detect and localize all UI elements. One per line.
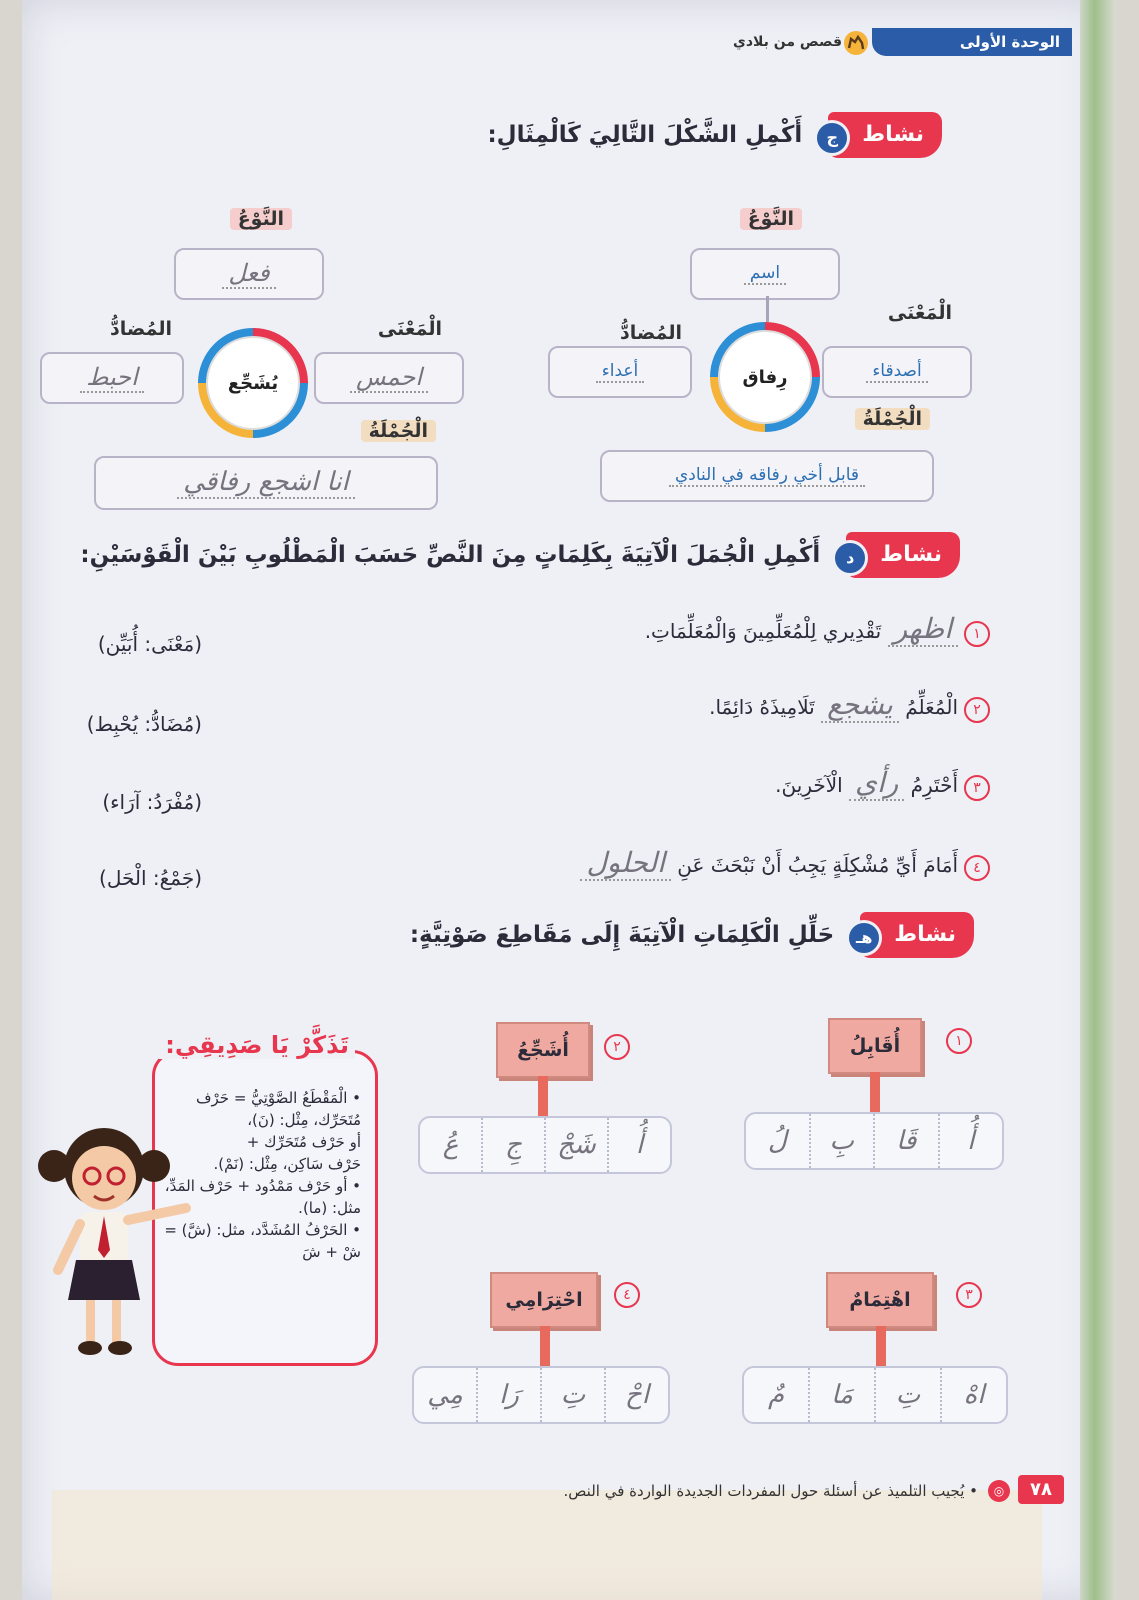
question-4 [580, 846, 990, 881]
bottom-shadow [52, 1490, 1042, 1600]
syllable-slot[interactable]: أُ [938, 1114, 1003, 1168]
type-label: النَّوْعُ [740, 208, 802, 230]
syllable-slot[interactable]: رَا [476, 1368, 540, 1422]
question-text: تَقْدِيري لِلْمُعَلِّمِينَ وَالْمُعَلِّمَاتِ. [644, 619, 882, 643]
type-box [174, 248, 324, 300]
remember-line: شْ + شَ [302, 1243, 361, 1261]
question-hint: (جَمْعُ: الْحَل) [99, 866, 202, 890]
answer-blank[interactable]: يشجع [821, 688, 899, 723]
type-box [690, 248, 840, 300]
remember-line: مُتَحَرِّك، مِثْل: (نَ)، [247, 1111, 361, 1129]
syllable-slot[interactable]: تِ [540, 1368, 604, 1422]
syllable-slot[interactable]: مَا [808, 1368, 874, 1422]
activity-tag: نشاط د [846, 532, 960, 578]
unit-topic: قصص من بلادي [733, 34, 842, 50]
activity-letter: ج [814, 120, 850, 156]
question-2 [709, 688, 990, 723]
activity-tag: نشاط ج [828, 112, 942, 158]
activity-tag: نشاط هـ [860, 912, 974, 958]
target-icon: ◎ [988, 1480, 1010, 1502]
syllable-slot[interactable]: جِ [481, 1118, 544, 1172]
question-text: الْآخَرِينَ. [775, 773, 843, 797]
activity-letter: هـ [846, 920, 882, 956]
sentence-label: الْجُمْلَةُ [855, 408, 930, 430]
syllable-boxes [742, 1366, 1008, 1424]
syllable-slot[interactable]: بِ [809, 1114, 874, 1168]
question-number: ٢ [964, 697, 990, 723]
question-text: تَلَامِيذَهُ دَائِمًا. [709, 695, 815, 719]
syllable-slot[interactable]: احْ [604, 1368, 668, 1422]
question-prefix: أَمَامَ أَيِّ مُشْكِلَةٍ يَجِبُ أَنْ نَبْحَثَ عَنِ [677, 853, 958, 877]
activity-h-header [410, 912, 974, 958]
sentence-box [94, 456, 438, 510]
meaning-box [822, 346, 972, 398]
opposite-box [40, 352, 184, 404]
type-value: فعل [222, 259, 275, 289]
remember-line: حَرْف سَاكِن، مِثْل: (نَمْ). [213, 1155, 361, 1173]
remember-line: أو حَرْف مُتَحَرِّك + [246, 1133, 361, 1151]
center-word: رِفاق [720, 332, 810, 422]
meaning-label: الْمَعْنَى [887, 302, 952, 324]
footer-note: • يُجيب التلميذ عن أسئلة حول المفردات الجديدة الواردة في النص. [563, 1482, 978, 1500]
syllable-slot[interactable]: شَجْ [544, 1118, 607, 1172]
type-value: اسم [744, 263, 786, 285]
question-prefix: أَحْتَرِمُ [910, 773, 958, 797]
meaning-box [314, 352, 464, 404]
syllable-slot[interactable]: عُ [442, 1130, 459, 1160]
answer-blank[interactable]: الحلول [580, 846, 670, 881]
page-number: ٧٨ [1018, 1475, 1064, 1504]
syllable-boxes [744, 1112, 1004, 1170]
sentence-value: انا اشجع رفاقي [177, 467, 355, 499]
syllable-slot[interactable]: اهْ [940, 1368, 1006, 1422]
opposite-value: أعداء [596, 361, 645, 383]
syllable-slot[interactable]: لُ [767, 1126, 787, 1156]
book-edge [1080, 0, 1116, 1600]
question-3 [775, 766, 990, 801]
girl-character-illustration [36, 1120, 206, 1370]
activity-title: حَلِّلِ الْكَلِمَاتِ الْآتِيَةَ إِلَى مَقَاطِعَ صَوْتِيَّةٍ: [409, 922, 835, 948]
word-sign: احْتِرَامِي [490, 1272, 598, 1328]
syllable-boxes [412, 1366, 670, 1424]
question-number: ١ [964, 621, 990, 647]
syllable-slot[interactable]: مٌ [767, 1380, 785, 1410]
opposite-box [548, 346, 692, 398]
syllable-slot[interactable]: مِي [427, 1380, 463, 1410]
unit-tag: الوحدة الأولى [872, 28, 1072, 56]
syllable-slot[interactable]: أُ [607, 1118, 670, 1172]
question-1 [645, 612, 990, 647]
meaning-value: أصدقاء [866, 361, 927, 383]
question-prefix: الْمُعَلِّمُ [905, 695, 958, 719]
question-number: ٣ [964, 775, 990, 801]
word-sign: اهْتِمَامٌ [826, 1272, 934, 1328]
sentence-label: الْجُمْلَةُ [361, 420, 436, 442]
connector [766, 296, 769, 322]
opposite-label: المُضادُّ [110, 318, 172, 340]
activity-c-header [487, 112, 942, 158]
meaning-label: الْمَعْنَى [377, 318, 442, 340]
activity-title: أَكْمِلِ الْجُمَلَ الْآتِيَةَ بِكَلِمَاتٍ مِنَ النَّصِّ حَسَبَ الْمَطْلُوبِ بَيْنَ الْقَوْسَيْنِ: [80, 542, 821, 568]
word-number: ٤ [614, 1282, 640, 1308]
question-hint: (مُفْرَدُ: آرَاء) [102, 790, 202, 814]
word-number: ٣ [956, 1282, 982, 1308]
remember-line: مثل: (ما). [298, 1199, 361, 1217]
sentence-value: قابل أخي رفاقه في النادي [669, 465, 865, 487]
unit-camel-icon [842, 30, 870, 56]
question-hint: (مُضَادُّ: يُحْبِط) [86, 712, 202, 736]
activity-title: أَكْمِلِ الشَّكْلَ التَّالِيَ كَالْمِثَالِ: [487, 122, 803, 148]
sentence-box [600, 450, 934, 502]
meaning-value: احمس [350, 363, 428, 393]
remember-title: تَذَكَّرْ يَا صَدِيقِي: [159, 1031, 355, 1059]
word-number: ١ [946, 1028, 972, 1054]
word-number: ٢ [604, 1034, 630, 1060]
word-sign: أُقَابِلُ [828, 1018, 922, 1074]
syllable-slot[interactable]: تِ [874, 1368, 940, 1422]
remember-line: • الْمَقْطَعُ الصَّوْتِيُّ = حَرْف [195, 1089, 361, 1107]
type-label: النَّوْعُ [230, 208, 292, 230]
syllable-boxes [418, 1116, 672, 1174]
question-hint: (مَعْنَى: أُبَيِّن) [97, 632, 202, 656]
sign-post [870, 1072, 880, 1112]
answer-blank[interactable]: اظهر [888, 612, 958, 647]
sign-post [876, 1326, 886, 1366]
activity-letter: د [832, 540, 868, 576]
remember-line: • الحَرْفُ المُشَدَّد، مثل: (شَّ) = [164, 1221, 361, 1239]
sign-post [538, 1076, 548, 1116]
activity-d-header [80, 532, 960, 578]
opposite-label: المُضادُّ [620, 322, 682, 344]
word-sign: أُشَجِّعُ [496, 1022, 590, 1078]
answer-blank[interactable]: رأي [849, 766, 904, 801]
remember-line: • أو حَرْف مَمْدُود + حَرْف المَدِّ، [164, 1177, 361, 1195]
question-number: ٤ [964, 855, 990, 881]
syllable-slot[interactable]: قَا [873, 1114, 938, 1168]
sign-post [540, 1326, 550, 1366]
opposite-value: احبط [80, 363, 144, 393]
workbook-page [22, 0, 1102, 1600]
center-word: يُشَجِّع [208, 338, 298, 428]
